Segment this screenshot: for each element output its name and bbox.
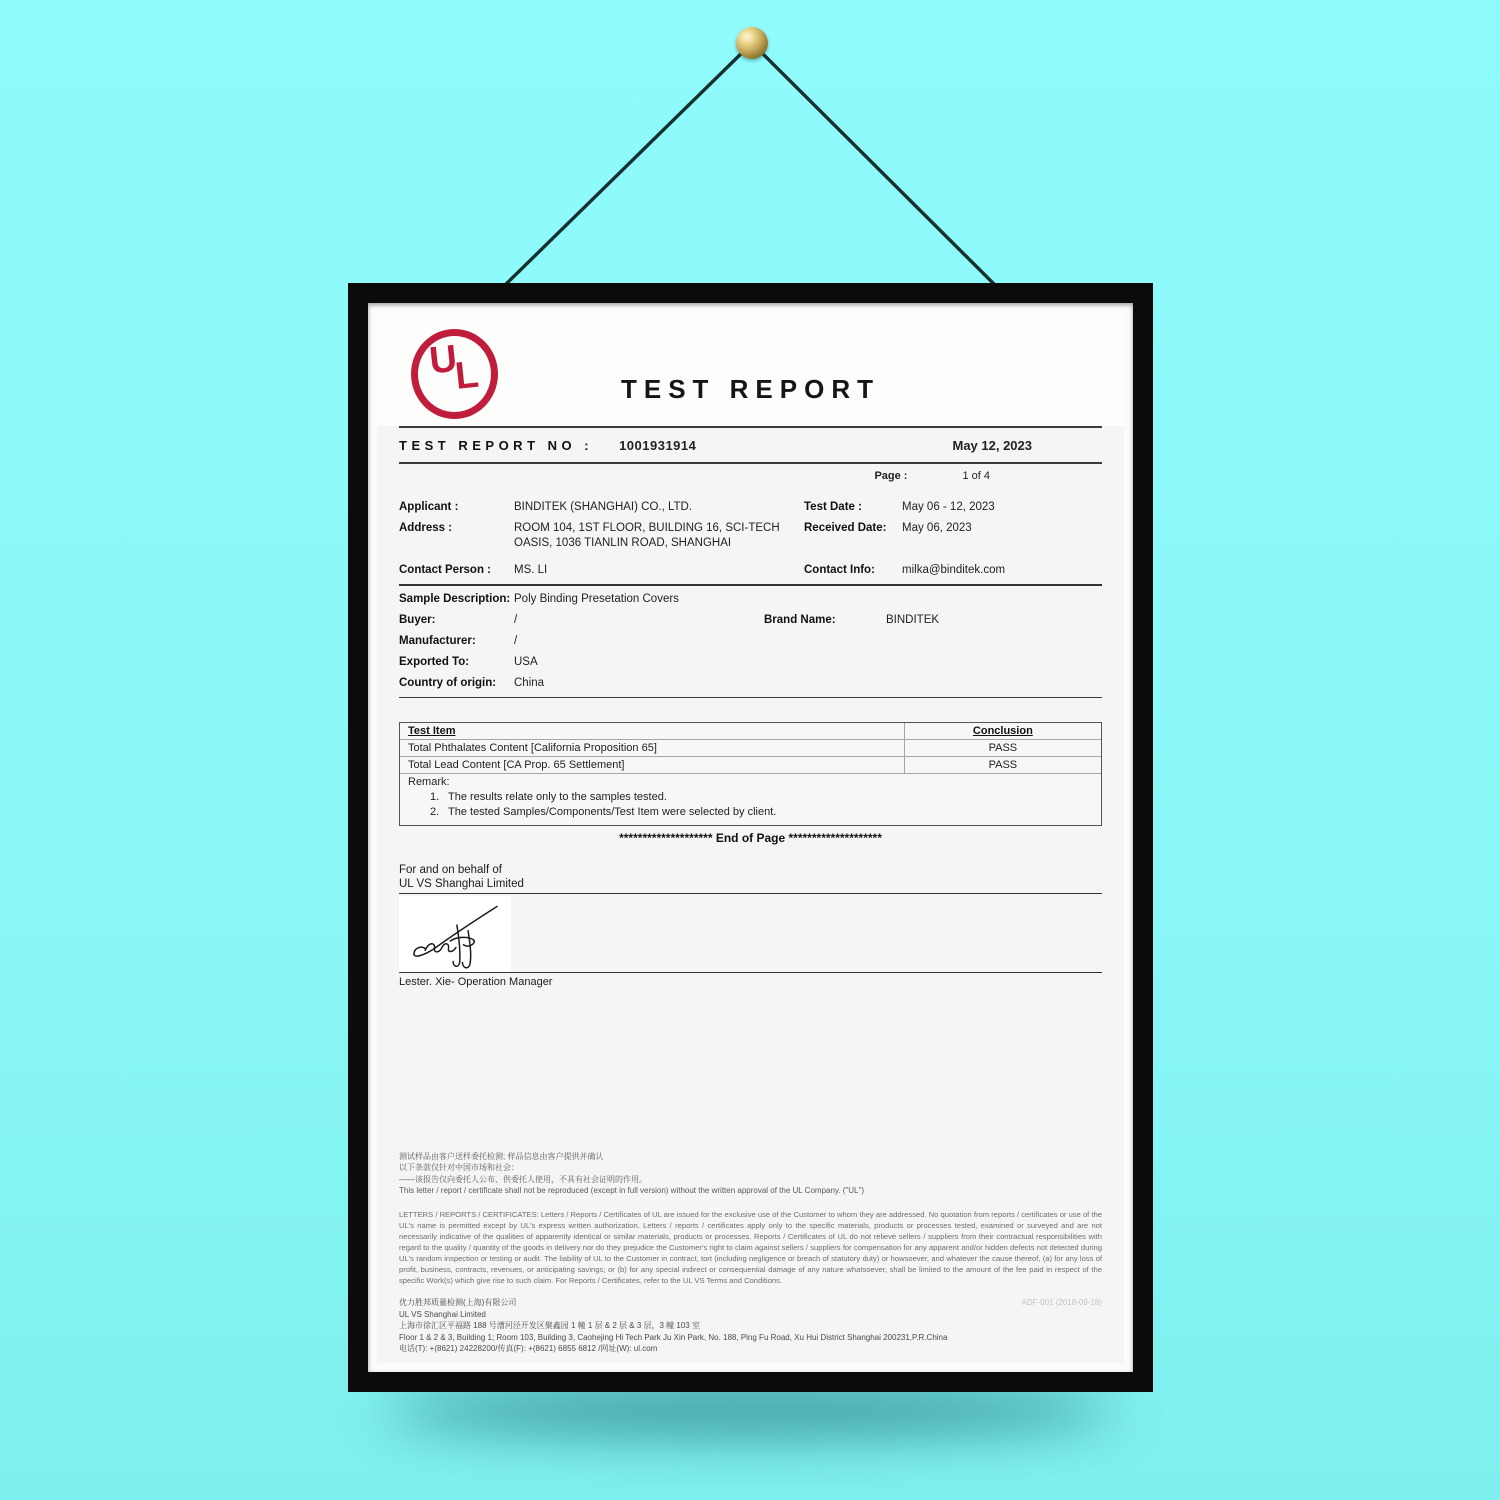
contact-person-label: Contact Person : [399,564,492,576]
exported-to-label: Exported To: [399,656,470,668]
sample-description-value: Poly Binding Presetation Covers [514,593,679,605]
country-label: Country of origin: [399,677,497,689]
contact-person-value: MS. LI [514,564,548,576]
table-row [400,740,1101,757]
signature-box [399,896,511,972]
country-value: China [514,677,545,689]
document-footer [377,1151,1124,1355]
report-date: May 12, 2023 [952,437,1032,453]
test-date-value: May 06 - 12, 2023 [902,501,995,513]
signature-company: UL VS Shanghai Limited [399,878,524,890]
test-report-document [377,312,1124,1363]
brand-name-value: BINDITEK [886,614,940,626]
manufacturer-value: / [514,635,518,647]
address-label: Address : [399,522,453,534]
company-block [399,1297,1102,1355]
table-header-conclusion [905,723,1101,739]
applicant-value: BINDITEK (SHANGHAI) CO., LTD. [514,501,693,513]
footer-cn-line2: 以下条款仅针对中国市场和社会： [399,1163,519,1173]
divider [399,584,1102,586]
end-of-page-marker: ******************** End of Page ******************** [619,831,882,845]
field-row-contact [399,563,1102,578]
test-item-cell: Total Phthalates Content [California Proposition 65] [400,740,905,756]
address-value: ROOM 104, 1ST FLOOR, BUILDING 16, SCI-TECH OASIS, 1036 TIANLIN ROAD, SHANGHAI [514,522,780,549]
field-row-applicant [399,500,1102,515]
field-row-sample-description [399,592,1102,607]
frame-mat [368,303,1133,1372]
report-no-value: 1001931914 [619,437,697,453]
buyer-label: Buyer: [399,614,436,626]
contact-info-value: milka@binditek.com [902,564,1006,576]
company-address-en: Floor 1 & 2 & 3, Building 1; Room 103, Building 3, Caohejing Hi Tech Park Ju Xin Park, No. 188, Ping Fu Road, Xu Hui District Shanghai 200231,P.R.China [399,1332,948,1342]
footer-notes [399,1151,1102,1197]
company-name-en: UL VS Shanghai Limited [399,1309,486,1319]
results-table [399,722,1102,826]
sample-description-label: Sample Description: [399,593,511,605]
table-header-test-item [400,723,905,739]
footer-cn-line3: ——该报告仅向委托人公布、供委托人使用，不具有社会证明的作用。 [399,1174,647,1184]
info-fields [399,500,1102,578]
table-header-row [400,723,1101,740]
test-date-label: Test Date : [804,501,862,513]
signature-line [399,972,1102,973]
footer-en-line: This letter / report / certificate shall not be reproduced (except in full version) without the written approval of the UL Company. ("UL") [399,1186,865,1196]
company-contact-line: 电话(T): +(8621) 24228200/传真(F): +(8621) 6855 6812 /网址(W): ul.com [399,1344,658,1354]
ul-logo-l: L [453,353,481,398]
conclusion-header-label: Conclusion [972,725,1033,737]
test-item-cell: Total Lead Content [CA Prop. 65 Settlement] [400,757,905,773]
hang-string-left [500,44,751,290]
field-row-country [399,676,1102,691]
exported-to-value: USA [514,656,538,668]
received-date-value: May 06, 2023 [902,522,972,534]
signature-heading [399,863,1102,894]
page-title: TEST REPORT [620,374,880,404]
ul-logo-u: U [427,337,460,383]
company-top-row [399,1297,1102,1309]
applicant-label: Applicant : [399,501,459,513]
remark-number: 1. [430,791,440,803]
conclusion-cell: PASS [988,742,1018,754]
field-row-buyer [399,613,1102,628]
report-no-row [399,426,1102,464]
remark-text: The results relate only to the samples tested. [448,791,667,803]
field-row-address [399,521,1102,551]
remark-text: The tested Samples/Components/Test Item were selected by client. [448,806,777,818]
table-row [400,757,1101,774]
signature-scribble [403,899,507,969]
page-label: Page : [874,470,908,482]
buyer-value: / [514,614,518,626]
hang-string-right [753,44,1000,290]
conclusion-cell: PASS [988,759,1018,771]
signer-name-title: Lester. Xie- Operation Manager [399,976,553,988]
remark-label: Remark: [408,776,450,788]
signature-block [399,863,1102,988]
document-header [377,312,1124,426]
field-row-exported-to [399,655,1102,670]
remark-item [408,791,1093,803]
field-row-manufacturer [399,634,1102,649]
form-code: ADF-001 (2018-09-18) [1021,1298,1102,1308]
divider [399,697,1102,698]
contact-info-label: Contact Info: [804,564,875,576]
manufacturer-label: Manufacturer: [399,635,476,647]
page-row [399,464,1102,488]
picture-frame [348,283,1153,1392]
brass-pin [736,27,768,59]
legal-disclaimer: LETTERS / REPORTS / CERTIFICATES: Letters / Reports / Certificates of UL are issued for the exclusive use of the Customer to whom they are addressed. No quotation from reports / certificates or use of the UL's name is permitted except by UL's express written authorization. Letters / reports / certificates apply only to the specific materials, products or processes tested, examined or surveyed and are not necessarily indicative of the qualities of apparently identical or similar materials, products or processes. Reports / Certificates of UL do not relieve sellers / suppliers from their contractual responsibilities with regard to the quality / quantity of the goods in delivery nor do they prejudice the Customer's right to claim against sellers / suppliers for compensation for any apparent and/or hidden defects not detected during UL's random inspection or testing or audit. The liability of UL to the Customer in contract, tort (including negligence or breach of statutory duty) or howsoever, and whatever the cause thereof, (a) for any loss of profit, business, contracts, revenues, or anticipating savings; or (b) for any special indirect or consequential damage of any nature whatsoever, shall be limited to the amount of the fee paid in respect of the specific Work(s) which give rise to such claim. For Reports / Certificates, refer to the UL VS Terms and Conditions. [399,1210,1102,1286]
received-date-label: Received Date: [804,522,887,534]
for-behalf-text: For and on behalf of [399,864,502,876]
company-address-cn: 上海市徐汇区平福路 188 号漕河泾开发区聚鑫园 1 幢 1 层 & 2 层 & 3 层，3 幢 103 室 [399,1321,700,1331]
report-no-label: TEST REPORT NO : [399,437,594,453]
footer-cn-line1: 测试样品由客户送样委托检测; 样品信息由客户提供并确认 [399,1151,604,1161]
test-item-header-label: Test Item [408,725,456,737]
remark-number: 2. [430,806,440,818]
remark-block [400,774,1101,825]
page-value: 1 of 4 [962,470,990,482]
remark-item [408,806,1093,818]
sample-fields [399,592,1102,691]
company-name-cn: 优力胜邦质量检测(上海)有限公司 [399,1298,517,1308]
brand-name-label: Brand Name: [764,614,836,626]
